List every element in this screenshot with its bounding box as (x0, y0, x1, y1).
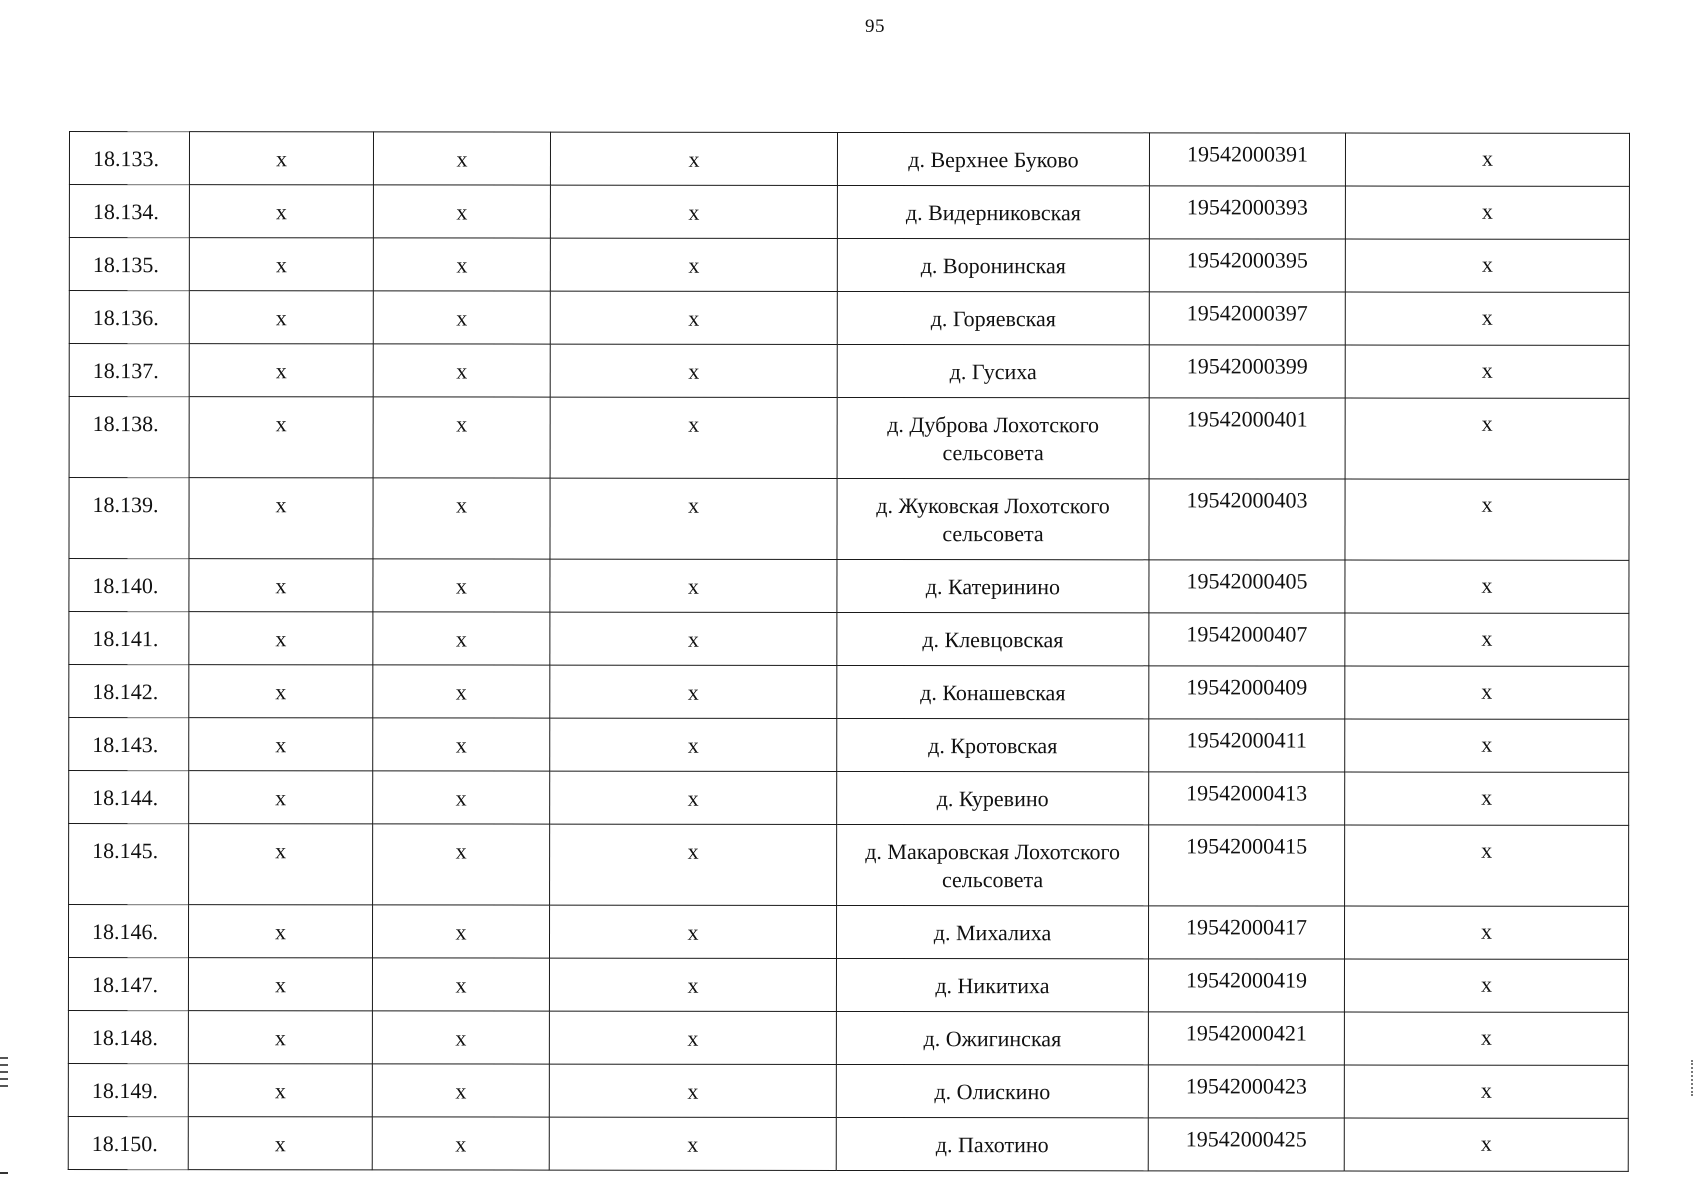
column-3-cell: x (372, 1064, 549, 1117)
table-row (69, 397, 1629, 480)
document-sheet (68, 131, 1629, 1172)
oktmo-code-cell: 19542000393 (1149, 186, 1345, 239)
oktmo-code-cell: 19542000423 (1148, 1065, 1344, 1118)
column-4-cell: x (550, 132, 837, 185)
column-3-cell: x (373, 824, 550, 905)
oktmo-code-cell: 19542000415 (1149, 825, 1345, 906)
column-4-cell: x (549, 1117, 836, 1170)
table-row (69, 132, 1629, 187)
column-3-cell: x (373, 291, 550, 344)
table-row (69, 559, 1629, 614)
settlement-name-cell: д. Дуброва Лохотского сельсовета (837, 397, 1149, 478)
table-row (69, 718, 1629, 773)
settlement-name-cell: д. Ожигинская (836, 1011, 1148, 1064)
settlement-name-cell: д. Макаровская Лохотского сельсовета (837, 824, 1149, 905)
table-row (69, 238, 1629, 293)
settlement-name-cell: д. Гусиха (837, 344, 1149, 397)
row-number-cell: 18.133. (69, 132, 189, 185)
column-4-cell: x (550, 771, 837, 824)
row-number-cell: 18.134. (69, 185, 189, 238)
column-3-cell: x (373, 559, 550, 612)
column-7-cell: x (1344, 959, 1628, 1012)
column-3-cell: x (373, 238, 550, 291)
column-2-cell: x (189, 344, 373, 397)
column-4-cell: x (550, 478, 837, 559)
row-number-cell: 18.145. (69, 824, 189, 905)
column-3-cell: x (372, 1117, 549, 1170)
column-2-cell: x (189, 559, 373, 612)
column-4-cell: x (549, 1064, 836, 1117)
row-number-cell: 18.150. (68, 1116, 188, 1169)
scan-margin-marks-right (1691, 1060, 1697, 1096)
column-7-cell: x (1345, 292, 1629, 345)
column-4-cell: x (550, 612, 837, 665)
table-row (68, 1063, 1628, 1118)
row-number-cell: 18.135. (69, 238, 189, 291)
row-number-cell: 18.139. (69, 478, 189, 559)
column-4-cell: x (549, 958, 836, 1011)
column-7-cell: x (1344, 1118, 1628, 1171)
row-number-cell: 18.138. (69, 397, 189, 478)
column-2-cell: x (188, 958, 372, 1011)
column-7-cell: x (1345, 345, 1629, 398)
oktmo-code-cell: 19542000405 (1149, 560, 1345, 613)
oktmo-code-cell: 19542000409 (1149, 666, 1345, 719)
column-4-cell: x (550, 397, 837, 478)
column-7-cell: x (1345, 560, 1629, 613)
settlement-name-cell: д. Конашевская (837, 665, 1149, 718)
row-number-cell: 18.148. (68, 1010, 188, 1063)
row-number-cell: 18.137. (69, 344, 189, 397)
oktmo-code-cell: 19542000425 (1148, 1118, 1344, 1171)
oktmo-code-cell: 19542000401 (1149, 398, 1345, 479)
oktmo-code-cell: 19542000421 (1148, 1012, 1344, 1065)
row-number-cell: 18.147. (68, 958, 188, 1011)
oktmo-code-cell: 19542000419 (1148, 959, 1344, 1012)
column-4-cell: x (550, 559, 837, 612)
oktmo-code-cell: 19542000417 (1148, 906, 1344, 959)
column-3-cell: x (373, 718, 550, 771)
column-2-cell: x (188, 1117, 372, 1170)
settlement-name-cell: д. Воронинская (837, 238, 1149, 291)
column-7-cell: x (1345, 719, 1629, 772)
table-row (69, 612, 1629, 667)
row-number-cell: 18.142. (69, 665, 189, 718)
table-row (68, 1116, 1628, 1171)
column-2-cell: x (188, 905, 372, 958)
row-number-cell: 18.144. (69, 771, 189, 824)
column-4-cell: x (550, 185, 837, 238)
table-row (68, 1010, 1628, 1065)
row-number-cell: 18.136. (69, 291, 189, 344)
column-7-cell: x (1345, 398, 1629, 479)
settlement-name-cell: д. Куревино (837, 771, 1149, 824)
table-row (69, 185, 1629, 240)
column-3-cell: x (373, 397, 550, 478)
column-7-cell: x (1345, 133, 1629, 186)
column-4-cell: x (549, 905, 836, 958)
column-3-cell: x (372, 1011, 549, 1064)
column-2-cell: x (188, 1064, 372, 1117)
column-4-cell: x (550, 824, 837, 905)
row-number-cell: 18.140. (69, 559, 189, 612)
column-7-cell: x (1344, 1065, 1628, 1118)
settlement-name-cell: д. Никитиха (836, 958, 1148, 1011)
row-number-cell: 18.146. (68, 905, 188, 958)
column-7-cell: x (1345, 186, 1629, 239)
table-row (69, 771, 1629, 826)
oktmo-code-cell: 19542000397 (1149, 292, 1345, 345)
scan-margin-marks (0, 1057, 8, 1097)
row-number-cell: 18.149. (68, 1063, 188, 1116)
column-2-cell: x (189, 478, 373, 559)
column-2-cell: x (189, 238, 373, 291)
column-3-cell: x (373, 344, 550, 397)
table-row (69, 824, 1629, 907)
table-body (68, 132, 1629, 1172)
settlement-name-cell: д. Жуковская Лохотского сельсовета (837, 478, 1149, 559)
column-2-cell: x (189, 665, 373, 718)
settlement-name-cell: д. Кротовская (837, 718, 1149, 771)
column-7-cell: x (1344, 906, 1628, 959)
column-3-cell: x (373, 478, 550, 559)
column-4-cell: x (550, 238, 837, 291)
column-2-cell: x (189, 824, 373, 905)
column-7-cell: x (1345, 825, 1629, 906)
oktmo-code-cell: 19542000407 (1149, 613, 1345, 666)
column-2-cell: x (188, 1011, 372, 1064)
table-row (69, 291, 1629, 346)
column-3-cell: x (373, 612, 550, 665)
column-3-cell: x (372, 905, 549, 958)
column-2-cell: x (189, 771, 373, 824)
settlement-name-cell: д. Михалиха (836, 905, 1148, 958)
column-2-cell: x (189, 397, 373, 478)
column-2-cell: x (189, 132, 373, 185)
table-row (68, 905, 1628, 960)
oktmo-code-cell: 19542000411 (1149, 719, 1345, 772)
column-4-cell: x (549, 1011, 836, 1064)
column-2-cell: x (189, 185, 373, 238)
table-row (68, 958, 1628, 1013)
settlement-name-cell: д. Катеринино (837, 559, 1149, 612)
column-2-cell: x (189, 612, 373, 665)
column-3-cell: x (373, 771, 550, 824)
oktmo-code-cell: 19542000399 (1149, 345, 1345, 398)
column-4-cell: x (550, 718, 837, 771)
row-number-cell: 18.141. (69, 612, 189, 665)
page-number: 95 (865, 16, 885, 37)
oktmo-code-cell: 19542000403 (1149, 479, 1345, 560)
column-7-cell: x (1345, 772, 1629, 825)
column-2-cell: x (189, 718, 373, 771)
column-3-cell: x (373, 185, 550, 238)
settlement-name-cell: д. Видерниковская (837, 185, 1149, 238)
column-4-cell: x (550, 291, 837, 344)
column-4-cell: x (550, 344, 837, 397)
column-7-cell: x (1345, 239, 1629, 292)
column-3-cell: x (373, 132, 550, 185)
column-4-cell: x (550, 665, 837, 718)
column-7-cell: x (1345, 666, 1629, 719)
row-number-cell: 18.143. (69, 718, 189, 771)
column-7-cell: x (1345, 479, 1629, 560)
settlement-name-cell: д. Клевцовская (837, 612, 1149, 665)
column-2-cell: x (189, 291, 373, 344)
table-row (69, 344, 1629, 399)
oktmo-code-cell: 19542000413 (1149, 772, 1345, 825)
oktmo-code-cell: 19542000395 (1149, 239, 1345, 292)
column-7-cell: x (1344, 1012, 1628, 1065)
table-row (69, 478, 1629, 561)
settlements-table (68, 131, 1630, 1172)
table-row (69, 665, 1629, 720)
settlement-name-cell: д. Олискино (836, 1064, 1148, 1117)
settlement-name-cell: д. Пахотино (836, 1117, 1148, 1170)
column-3-cell: x (372, 958, 549, 1011)
scan-corner-mark (0, 1172, 8, 1174)
oktmo-code-cell: 19542000391 (1149, 133, 1345, 186)
column-3-cell: x (373, 665, 550, 718)
column-7-cell: x (1345, 613, 1629, 666)
settlement-name-cell: д. Горяевская (837, 291, 1149, 344)
settlement-name-cell: д. Верхнее Буково (837, 132, 1149, 185)
